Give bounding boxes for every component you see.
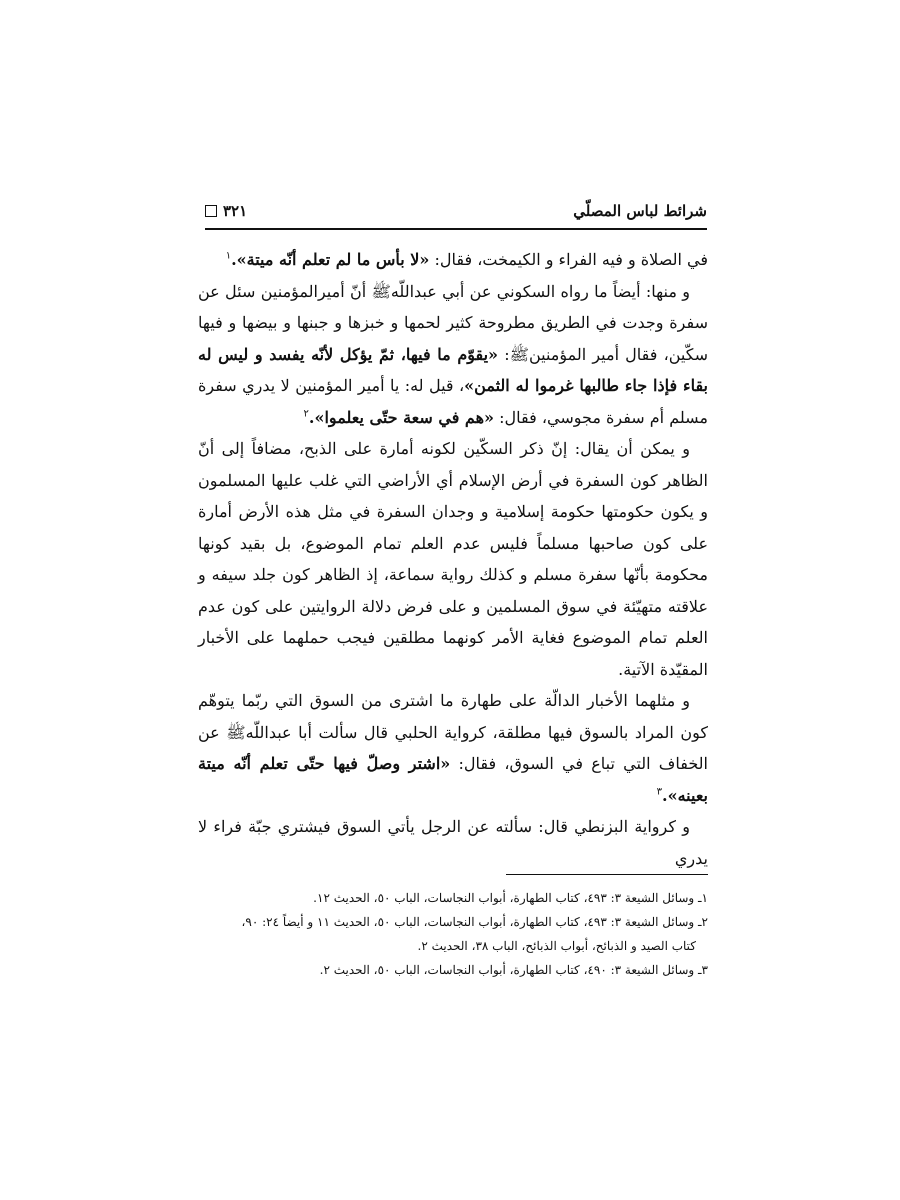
footnote-3: ٣ـ وسائل الشيعة ٣: ٤٩٠، كتاب الطهارة، أبواب النجاسات، الباب ٥٠، الحديث ٢. (319, 963, 708, 977)
footnotes (198, 886, 708, 982)
honorific-glyph: ﷺ (371, 281, 391, 301)
quote: «اشتر وصلّ فيها حتّى تعلم أنّه ميتة بعينه». (198, 754, 708, 805)
quote: «لا بأس ما لم تعلم أنّه ميتة». (231, 250, 430, 269)
running-header (205, 198, 707, 224)
paragraph-5: و كرواية البزنطي قال: سألته عن الرجل يأتي السوق فيشتري جبّة فراء لا يدري (198, 817, 708, 868)
footnote-rule (506, 874, 708, 875)
honorific-glyph: ﷺ (226, 722, 246, 742)
page-number: ٣٢١ (223, 202, 248, 220)
footnote-2: ٢ـ وسائل الشيعة ٣: ٤٩٣، كتاب الطهارة، أبواب النجاسات، الباب ٥٠، الحديث ١١ و أيضاً ٢٤: ٩٠، (241, 915, 708, 929)
header-rule (205, 228, 707, 230)
page-number-group (205, 202, 247, 220)
text-run: و مثلهما الأخبار الدالّة على طهارة ما اشترى من السوق التي ربّما يتوهّم كون المراد بالسوق فيها مطلقة، كرواية الحلبي قال سألت أبا عبداللّه (198, 691, 709, 742)
paragraph-4 (198, 685, 708, 811)
main-text (198, 244, 708, 874)
quote: «يقوّم ما فيها، ثمّ يؤكل لأنّه يفسد و ليس له بقاء فإذا جاء طالبها غرموا له الثمن» (198, 344, 708, 395)
text-run: : (498, 344, 510, 364)
running-title: شرائط لباس المصلّي (573, 202, 707, 220)
footnote-ref: ١ (225, 250, 232, 262)
honorific-glyph: ﷺ (509, 344, 529, 364)
paragraph-1 (198, 244, 708, 276)
footnote-1: ١ـ وسائل الشيعة ٣: ٤٩٣، كتاب الطهارة، أبواب النجاسات، الباب ٥٠، الحديث ١٢. (313, 891, 708, 905)
footnote-ref: ٣ (656, 786, 663, 798)
text-run: عن الخفاف التي تباع في السوق، فقال: (198, 722, 708, 773)
paragraph-3: و يمكن أن يقال: إنّ ذكر السكّين لكونه أمارة على الذبح، مضافاً إلى أنّ الظاهر كون السفرة في أرض الإسلام أي الأراضي التي غلب عليها المسلمون و يكون حكومتها حكومة إسلامية و وجدان السفرة في مثل هذه الأرض أمارة على كون صاحبها مسلماً فليس عدم العلم تمام الموضوع، بل بقيد كونها محكومة بأنّها سفرة مسلم و كذلك رواية سماعة، إذ الظاهر كون جلد سيفه و علاقته متهيّئة في سوق المسلمين و على فرض دلالة الروايتين على كون عدم العلم تمام الموضوع فغاية الأمر كونهما مطلقين فيجب حملهما على الأخبار المقيّدة الآتية. (198, 439, 709, 679)
quote: «هم في سعة حتّى يعلموا». (308, 407, 495, 427)
footnote-2-continuation: كتاب الصيد و الذبائح، أبواب الذبائح، الباب ٣٨، الحديث ٢. (417, 939, 696, 953)
square-icon (205, 205, 217, 217)
text-run: و منها: أيضاً ما رواه السكوني عن أبي عبداللّه (390, 281, 690, 301)
footnote-ref: ٢ (303, 408, 309, 420)
paragraph-2 (198, 276, 708, 434)
text-run: في الصلاة و فيه الفراء و الكيمخت، فقال: (429, 250, 708, 269)
text-run: أنّ أميرالمؤمنين سئل عن سفرة وجدت في الطريق مطروحة كثير لحمها و خبزها و جبنها و بيضها و فيها سكّين، فقال أمير المؤمنين (198, 281, 709, 364)
text-run: ، قيل له: يا أمير المؤمنين لا يدري سفرة مسلم أم سفرة مجوسي، فقال: (198, 376, 708, 427)
